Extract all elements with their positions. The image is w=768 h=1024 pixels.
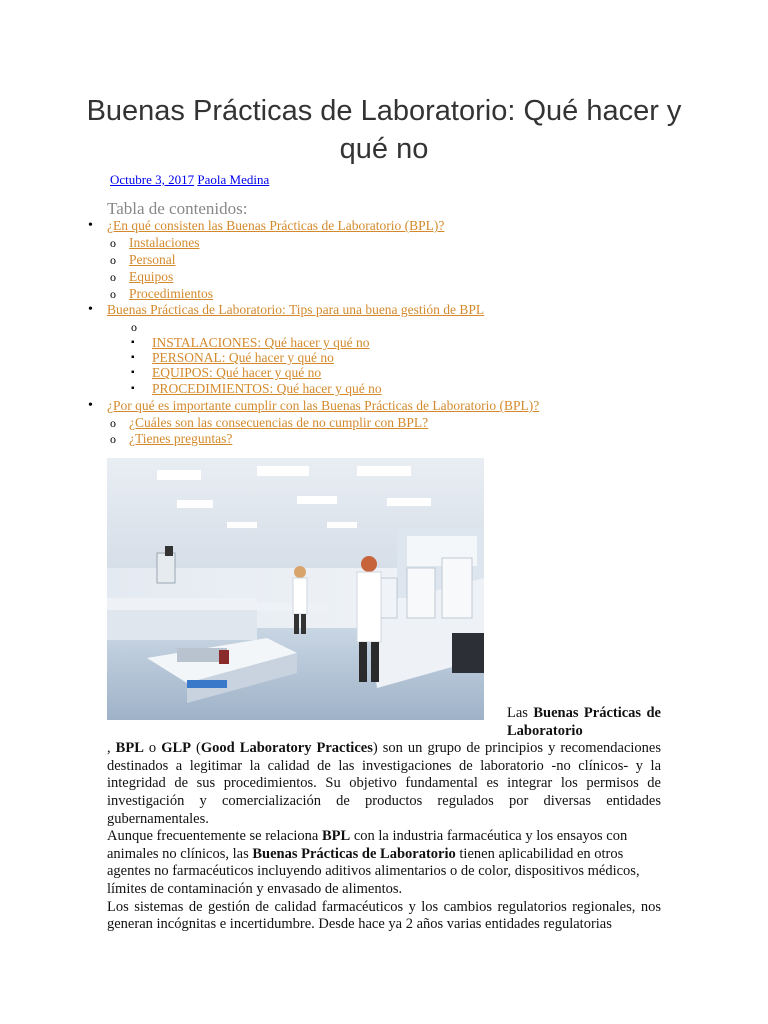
laboratory-illustration	[107, 458, 484, 720]
text-span: tienen aplicabilidad en otros agentes no farmacéuticos incluyendo aditivos alimentarios o de color, dispositivos médicos, límites de contaminación y envasado de alimentos.	[107, 845, 640, 897]
article-meta	[110, 172, 269, 188]
bold-term: Good Laboratory Practices	[200, 740, 373, 757]
toc-link-bpl-definition[interactable]: ¿En qué consisten las Buenas Prácticas de Laboratorio (BPL)?	[107, 218, 445, 233]
bullet-marker: •	[88, 302, 93, 317]
toc-link-procedimientos[interactable]: Procedimientos	[129, 286, 213, 301]
toc-subitem	[110, 235, 199, 251]
circle-marker: o	[110, 432, 116, 446]
toc-subsubitem	[131, 365, 321, 381]
text-span: con la industria farmacéutica y los ensayos con animales no clínicos, las	[107, 828, 628, 862]
toc-subsubitem	[131, 350, 334, 366]
toc-subitem	[110, 431, 232, 447]
square-marker: ▪	[131, 367, 135, 378]
toc-subitem	[110, 252, 176, 268]
circle-marker: o	[110, 236, 116, 250]
text-span: ,	[107, 740, 116, 757]
bold-term: GLP	[161, 740, 192, 757]
square-marker: ▪	[131, 352, 135, 363]
bold-term: Buenas Prácticas de Laboratorio	[507, 705, 661, 739]
toc-title: Tabla de contenidos:	[107, 199, 248, 218]
text-span: o	[143, 740, 162, 757]
toc-subsubitem	[131, 381, 382, 397]
article-title: Buenas Prácticas de Laboratorio: Qué hacer y qué no	[86, 95, 682, 165]
paragraph-regulatory	[107, 899, 661, 934]
toc-item	[88, 398, 539, 414]
square-marker: ▪	[131, 383, 135, 394]
toc-subitem	[110, 269, 173, 285]
circle-marker: o	[110, 253, 116, 267]
paragraph-definition	[107, 740, 661, 828]
bold-term: BPL	[115, 740, 144, 757]
text-span: Aunque frecuentemente se relaciona	[107, 828, 322, 845]
bold-term: BPL	[321, 828, 351, 845]
date-link[interactable]: Octubre 3, 2017	[110, 172, 195, 187]
toc-link-importance[interactable]: ¿Por qué es importante cumplir con las Buenas Prácticas de Laboratorio (BPL)?	[107, 398, 540, 413]
toc-link-tips-equipos[interactable]: EQUIPOS: Qué hacer y qué no	[152, 365, 322, 380]
author-link[interactable]: Paola Medina	[197, 172, 270, 187]
article-body	[107, 705, 661, 934]
toc-item	[88, 218, 444, 234]
laboratory-photo	[107, 458, 484, 720]
text-span: ) son un grupo de principios y recomendaciones destinados a legitimar la calidad de las investigaciones de laboratorio -no clínicos- y la integridad de sus procedimientos. Su objetivo fundamental es integrar los permisos de investigación y comercialización de productos regulados por diversas entidades gubernamentales.	[107, 740, 662, 827]
bullet-marker: •	[88, 398, 93, 413]
text-span: Los sistemas de gestión de calidad farmacéuticos y los cambios regulatorios regionales, nos generan incógnitas e incertidumbre. Desde hace ya 2 años varias entidades regulatorias	[107, 898, 661, 933]
circle-marker: o	[110, 416, 116, 430]
toc-link-tips-instalaciones[interactable]: INSTALACIONES: Qué hacer y qué no	[152, 335, 370, 350]
toc-link-questions[interactable]: ¿Tienes preguntas?	[129, 431, 233, 446]
toc-link-tips-procedimientos[interactable]: PROCEDIMIENTOS: Qué hacer y qué no	[152, 381, 382, 396]
toc-link-equipos[interactable]: Equipos	[129, 269, 174, 284]
toc-subsubitem	[131, 335, 370, 351]
paragraph-intro	[107, 705, 661, 740]
toc-item	[88, 302, 484, 318]
circle-marker: o	[110, 270, 116, 284]
circle-marker: o	[110, 287, 116, 301]
circle-marker: o	[131, 320, 137, 334]
text-span: Las	[507, 705, 534, 721]
toc-link-tips[interactable]: Buenas Prácticas de Laboratorio: Tips para una buena gestión de BPL	[107, 302, 485, 317]
toc-link-tips-personal[interactable]: PERSONAL: Qué hacer y qué no	[152, 350, 334, 365]
toc-link-personal[interactable]: Personal	[129, 252, 176, 267]
bold-term: Buenas Prácticas de Laboratorio	[252, 845, 456, 862]
toc-subitem	[110, 286, 213, 302]
toc-link-instalaciones[interactable]: Instalaciones	[129, 235, 200, 250]
bullet-marker: •	[88, 218, 93, 233]
paragraph-applicability	[107, 828, 661, 898]
square-marker: ▪	[131, 337, 135, 348]
text-span: (	[191, 740, 201, 757]
toc-link-consequences[interactable]: ¿Cuáles son las consecuencias de no cumplir con BPL?	[129, 415, 429, 430]
toc-subitem	[110, 415, 428, 431]
